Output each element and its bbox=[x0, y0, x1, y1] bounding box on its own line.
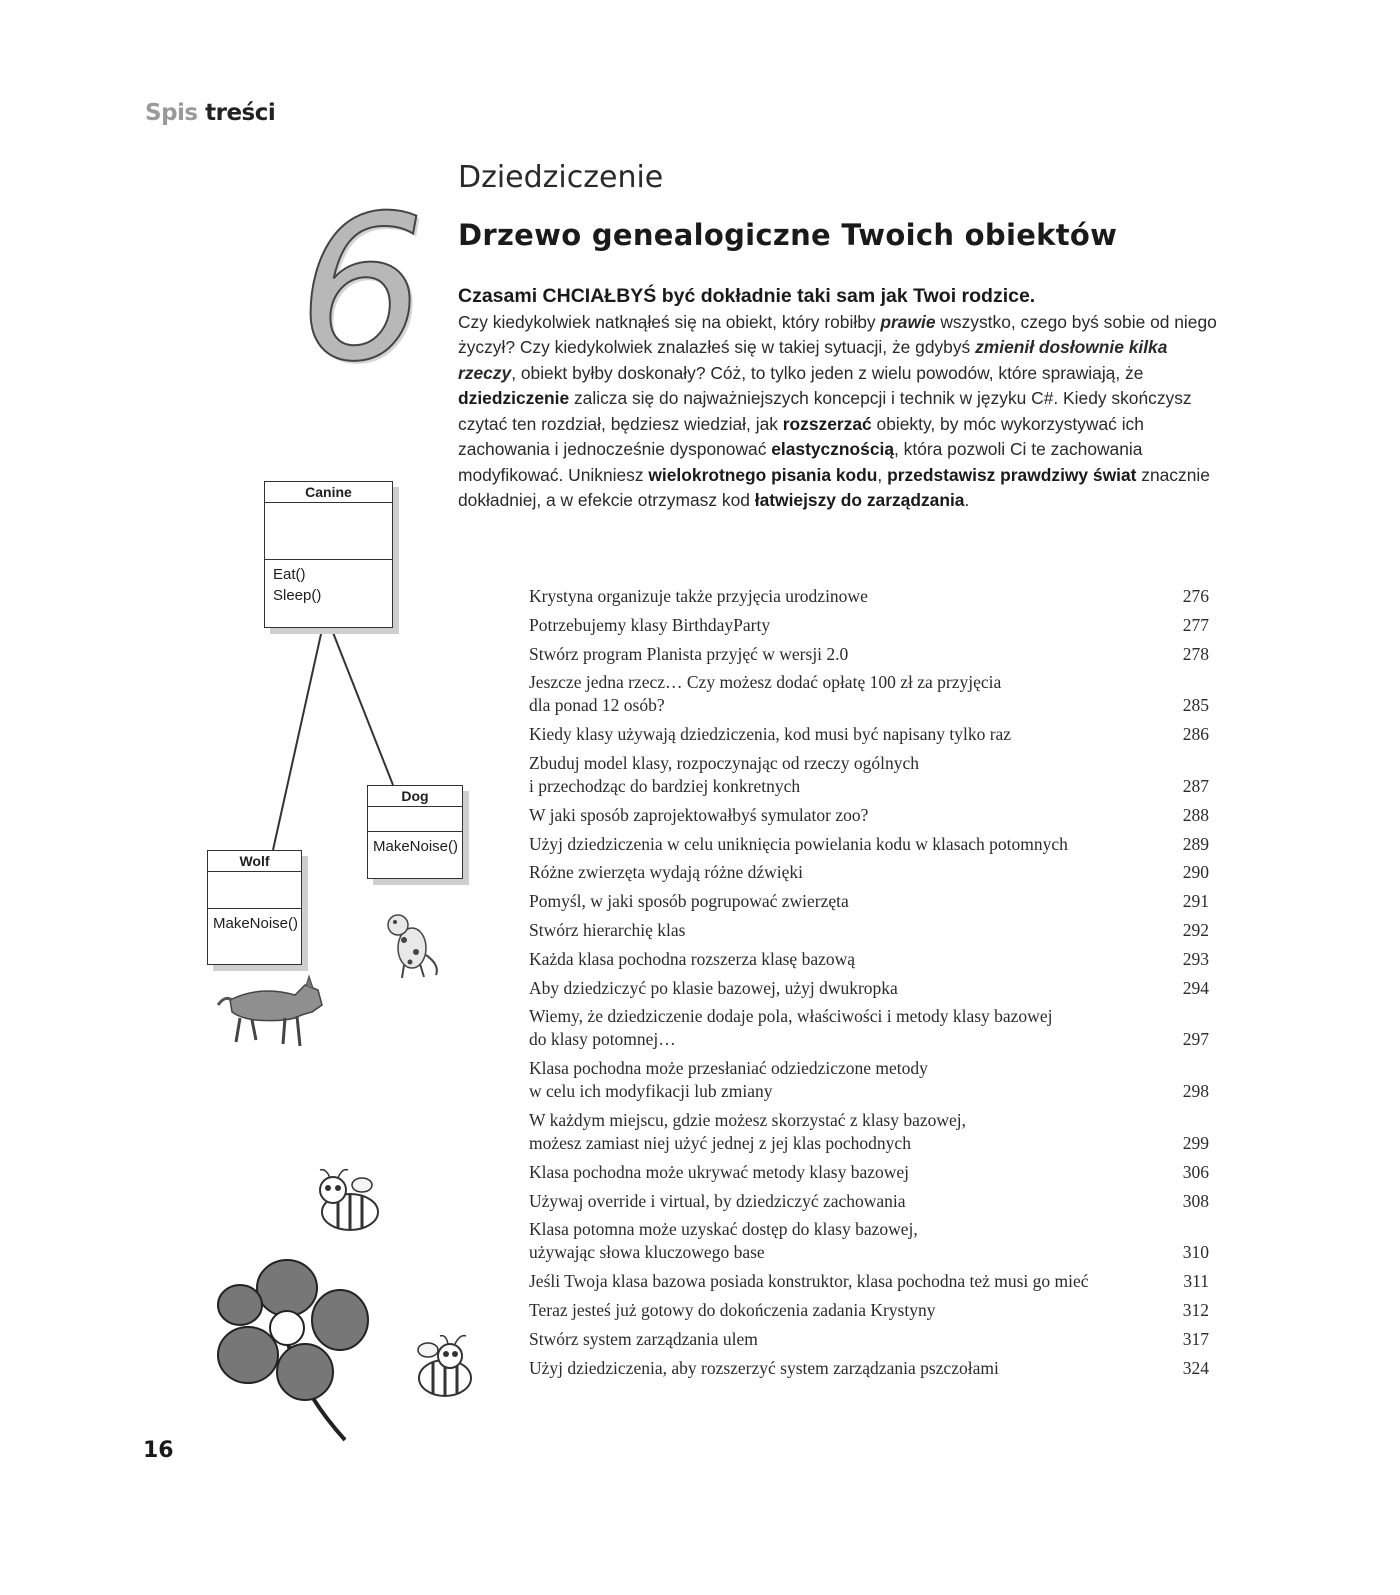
intro-text: , bbox=[877, 464, 888, 485]
toc-entry-page: 324 bbox=[1182, 1357, 1209, 1378]
toc-entry[interactable] bbox=[529, 1270, 1209, 1293]
toc-entry-page: 292 bbox=[1182, 919, 1209, 940]
toc-entry[interactable] bbox=[529, 1190, 1209, 1213]
intro-emphasis: zmienił dosłownie kilka rzeczy bbox=[458, 337, 1168, 383]
class-fields bbox=[208, 872, 301, 909]
toc-entry-page: 285 bbox=[1182, 695, 1209, 716]
class-box-canine bbox=[264, 481, 393, 628]
toc-entry-title: Użyj dziedziczenia w celu uniknięcia powielania kodu w klasach potomnych bbox=[529, 833, 1068, 854]
toc-entry-title: Jeśli Twoja klasa bazowa posiada konstruktor, klasa pochodna też musi go mieć bbox=[529, 1271, 1089, 1292]
chapter-title: Drzewo genealogiczne Twoich obiektów bbox=[458, 218, 1118, 252]
intro-text: , obiekt byłby doskonały? Cóż, to tylko jeden z wielu powodów, które sprawiają, że bbox=[511, 362, 1144, 383]
toc-entry[interactable] bbox=[529, 671, 1209, 717]
toc-entry-title: Pomyśl, w jaki sposób pogrupować zwierzęta bbox=[529, 891, 849, 912]
toc-entry-title: Jeszcze jedna rzecz… Czy możesz dodać opłatę 100 zł za przyjęcia dla ponad 12 osób? bbox=[529, 672, 1002, 716]
toc-entry-page: 293 bbox=[1182, 948, 1209, 969]
toc-entry-title: Stwórz hierarchię klas bbox=[529, 919, 686, 940]
toc-entry-page: 312 bbox=[1182, 1299, 1209, 1320]
toc-entry-page: 289 bbox=[1182, 833, 1209, 854]
class-methods bbox=[265, 560, 392, 610]
toc-entry-title: W każdym miejscu, gdzie możesz skorzystać z klasy bazowej, możesz zamiast niej użyć jednej z jej klas pochodnych bbox=[529, 1109, 967, 1153]
method-name: Eat() bbox=[273, 566, 306, 583]
toc-entry-page: 276 bbox=[1182, 586, 1209, 606]
toc-entry[interactable] bbox=[529, 723, 1209, 746]
intro-text: . bbox=[964, 490, 970, 510]
toc-entry-page: 277 bbox=[1182, 614, 1209, 635]
intro-text: Czy kiedykolwiek natknąłeś się na obiekt, który robiłby bbox=[458, 311, 881, 332]
intro-text: znacznie dokładniej, a w efekcie otrzymasz kod bbox=[458, 464, 1210, 510]
intro-keyword: rozszerzać bbox=[782, 413, 872, 434]
toc-entry[interactable] bbox=[529, 1299, 1209, 1322]
intro-text: obiekty, by móc wykorzystywać ich zachowania i jednocześnie dysponować bbox=[458, 413, 1144, 459]
toc-entry[interactable] bbox=[529, 948, 1209, 971]
class-name: Wolf bbox=[208, 851, 301, 872]
toc-entry-title: Stwórz system zarządzania ulem bbox=[529, 1328, 758, 1349]
toc-entry-title: Klasa pochodna może ukrywać metody klasy bazowej bbox=[529, 1161, 910, 1182]
toc-entry-page: 311 bbox=[1183, 1271, 1209, 1292]
toc-entry-page: 317 bbox=[1182, 1328, 1209, 1349]
intro-keyword: elastycznością bbox=[771, 439, 895, 459]
bee-icon bbox=[320, 1170, 378, 1230]
toc-entry[interactable] bbox=[529, 614, 1209, 637]
running-header-part1: Spis bbox=[145, 100, 198, 126]
toc-entry[interactable] bbox=[529, 890, 1209, 913]
toc-entry-page: 278 bbox=[1182, 643, 1209, 664]
class-fields bbox=[368, 807, 462, 832]
toc-entry-page: 294 bbox=[1182, 977, 1209, 998]
page-number: 16 bbox=[143, 1438, 174, 1463]
toc-entry-title: Teraz jesteś już gotowy do dokończenia zadania Krystyny bbox=[529, 1299, 936, 1320]
toc-entry[interactable] bbox=[529, 1328, 1209, 1351]
class-box-wolf bbox=[207, 850, 302, 965]
intro-emphasis: prawie bbox=[880, 311, 936, 332]
toc-entry-title: Różne zwierzęta wydają różne dźwięki bbox=[529, 862, 804, 883]
toc-entry-title: Wiemy, że dziedziczenie dodaje pola, właściwości i metody klasy bazowej do klasy potomnej… bbox=[529, 1006, 1053, 1050]
toc-entry[interactable] bbox=[529, 752, 1209, 798]
table-of-contents bbox=[529, 585, 1209, 1385]
class-box-dog bbox=[367, 785, 463, 879]
chapter-number: 6 bbox=[298, 173, 426, 406]
intro-text: wszystko, czego byś sobie od niego życzył? Czy kiedykolwiek znalazłeś się w takiej sytuacji, że gdybyś bbox=[458, 311, 1217, 357]
toc-entry-page: 308 bbox=[1182, 1190, 1209, 1211]
toc-entry[interactable] bbox=[529, 804, 1209, 827]
intro-lead: Czasami CHCIAŁBYŚ być dokładnie taki sam jak Twoi rodzice. bbox=[458, 285, 1036, 307]
class-methods bbox=[368, 832, 462, 861]
intro-text: , która pozwoli Ci te zachowania modyfikować. Unikniesz bbox=[458, 439, 1143, 485]
toc-entry-title: Klasa potomna może uzyskać dostęp do klasy bazowej, używając słowa kluczowego base bbox=[529, 1219, 918, 1263]
toc-entry[interactable] bbox=[529, 833, 1209, 856]
toc-entry[interactable] bbox=[529, 861, 1209, 884]
toc-entry-page: 286 bbox=[1182, 724, 1209, 745]
bee-icon bbox=[418, 1336, 471, 1396]
dog-icon bbox=[388, 915, 437, 978]
toc-entry[interactable] bbox=[529, 1057, 1209, 1103]
toc-entry-page: 299 bbox=[1182, 1132, 1209, 1153]
class-name: Dog bbox=[368, 786, 462, 807]
toc-entry-page: 310 bbox=[1182, 1242, 1209, 1263]
toc-entry-page: 290 bbox=[1182, 862, 1209, 883]
toc-entry-title: Używaj override i virtual, by dziedziczyć zachowania bbox=[529, 1190, 906, 1211]
intro-text: zalicza się do najważniejszych koncepcji i technik w języku C#. Kiedy skończysz czytać ten rozdział, będziesz wiedział, jak bbox=[458, 388, 1192, 434]
method-name: MakeNoise() bbox=[373, 838, 459, 855]
method-name: Sleep() bbox=[273, 587, 322, 604]
chapter-label: Dziedziczenie bbox=[458, 160, 664, 195]
toc-entry[interactable] bbox=[529, 1357, 1209, 1380]
method-name: MakeNoise() bbox=[213, 915, 299, 932]
toc-entry-title: Aby dziedziczyć po klasie bazowej, użyj dwukropka bbox=[529, 977, 898, 998]
toc-entry[interactable] bbox=[529, 919, 1209, 942]
running-header-part2: treści bbox=[205, 100, 276, 126]
toc-entry-title: Potrzebujemy klasy BirthdayParty bbox=[529, 614, 771, 635]
toc-entry-page: 298 bbox=[1182, 1081, 1209, 1102]
toc-entry-page: 288 bbox=[1182, 804, 1209, 825]
toc-entry[interactable] bbox=[529, 977, 1209, 1000]
toc-entry-title: Zbuduj model klasy, rozpoczynając od rzeczy ogólnych i przechodząc do bardziej konkretnych bbox=[529, 752, 920, 796]
toc-entry-title: Kiedy klasy używają dziedziczenia, kod musi być napisany tylko raz bbox=[529, 724, 1012, 745]
toc-entry[interactable] bbox=[529, 1218, 1209, 1264]
toc-entry-title: W jaki sposób zaprojektowałbyś symulator zoo? bbox=[529, 804, 869, 825]
toc-entry[interactable] bbox=[529, 1005, 1209, 1051]
toc-entry-page: 287 bbox=[1182, 775, 1209, 796]
toc-entry-page: 297 bbox=[1182, 1029, 1209, 1050]
toc-entry[interactable] bbox=[529, 643, 1209, 666]
intro-keyword: wielokrotnego pisania kodu bbox=[648, 464, 878, 485]
toc-entry-title: Klasa pochodna może przesłaniać odziedziczone metody w celu ich modyfikacji lub zmiany bbox=[529, 1058, 928, 1102]
class-name: Canine bbox=[265, 482, 392, 503]
toc-entry-title: Każda klasa pochodna rozszerza klasę bazową bbox=[529, 948, 856, 969]
toc-entry-title: Stwórz program Planista przyjęć w wersji 2.0 bbox=[529, 643, 849, 664]
flower-icon bbox=[218, 1260, 368, 1440]
wolf-icon bbox=[218, 976, 322, 1046]
toc-entry-title: Krystyna organizuje także przyjęcia urodzinowe bbox=[529, 586, 868, 606]
toc-entry[interactable] bbox=[529, 1109, 1209, 1155]
toc-entry-page: 291 bbox=[1182, 891, 1209, 912]
toc-entry-title: Użyj dziedziczenia, aby rozszerzyć system zarządzania pszczołami bbox=[529, 1357, 999, 1378]
toc-entry-page: 306 bbox=[1182, 1161, 1209, 1182]
intro-keyword: przedstawisz prawdziwy świat bbox=[887, 464, 1137, 485]
toc-entry[interactable] bbox=[529, 585, 1209, 608]
class-fields bbox=[265, 503, 392, 560]
class-methods bbox=[208, 909, 301, 938]
intro-keyword: łatwiejszy do zarządzania bbox=[754, 490, 965, 510]
intro-keyword: dziedziczenie bbox=[458, 388, 570, 408]
toc-entry[interactable] bbox=[529, 1161, 1209, 1184]
